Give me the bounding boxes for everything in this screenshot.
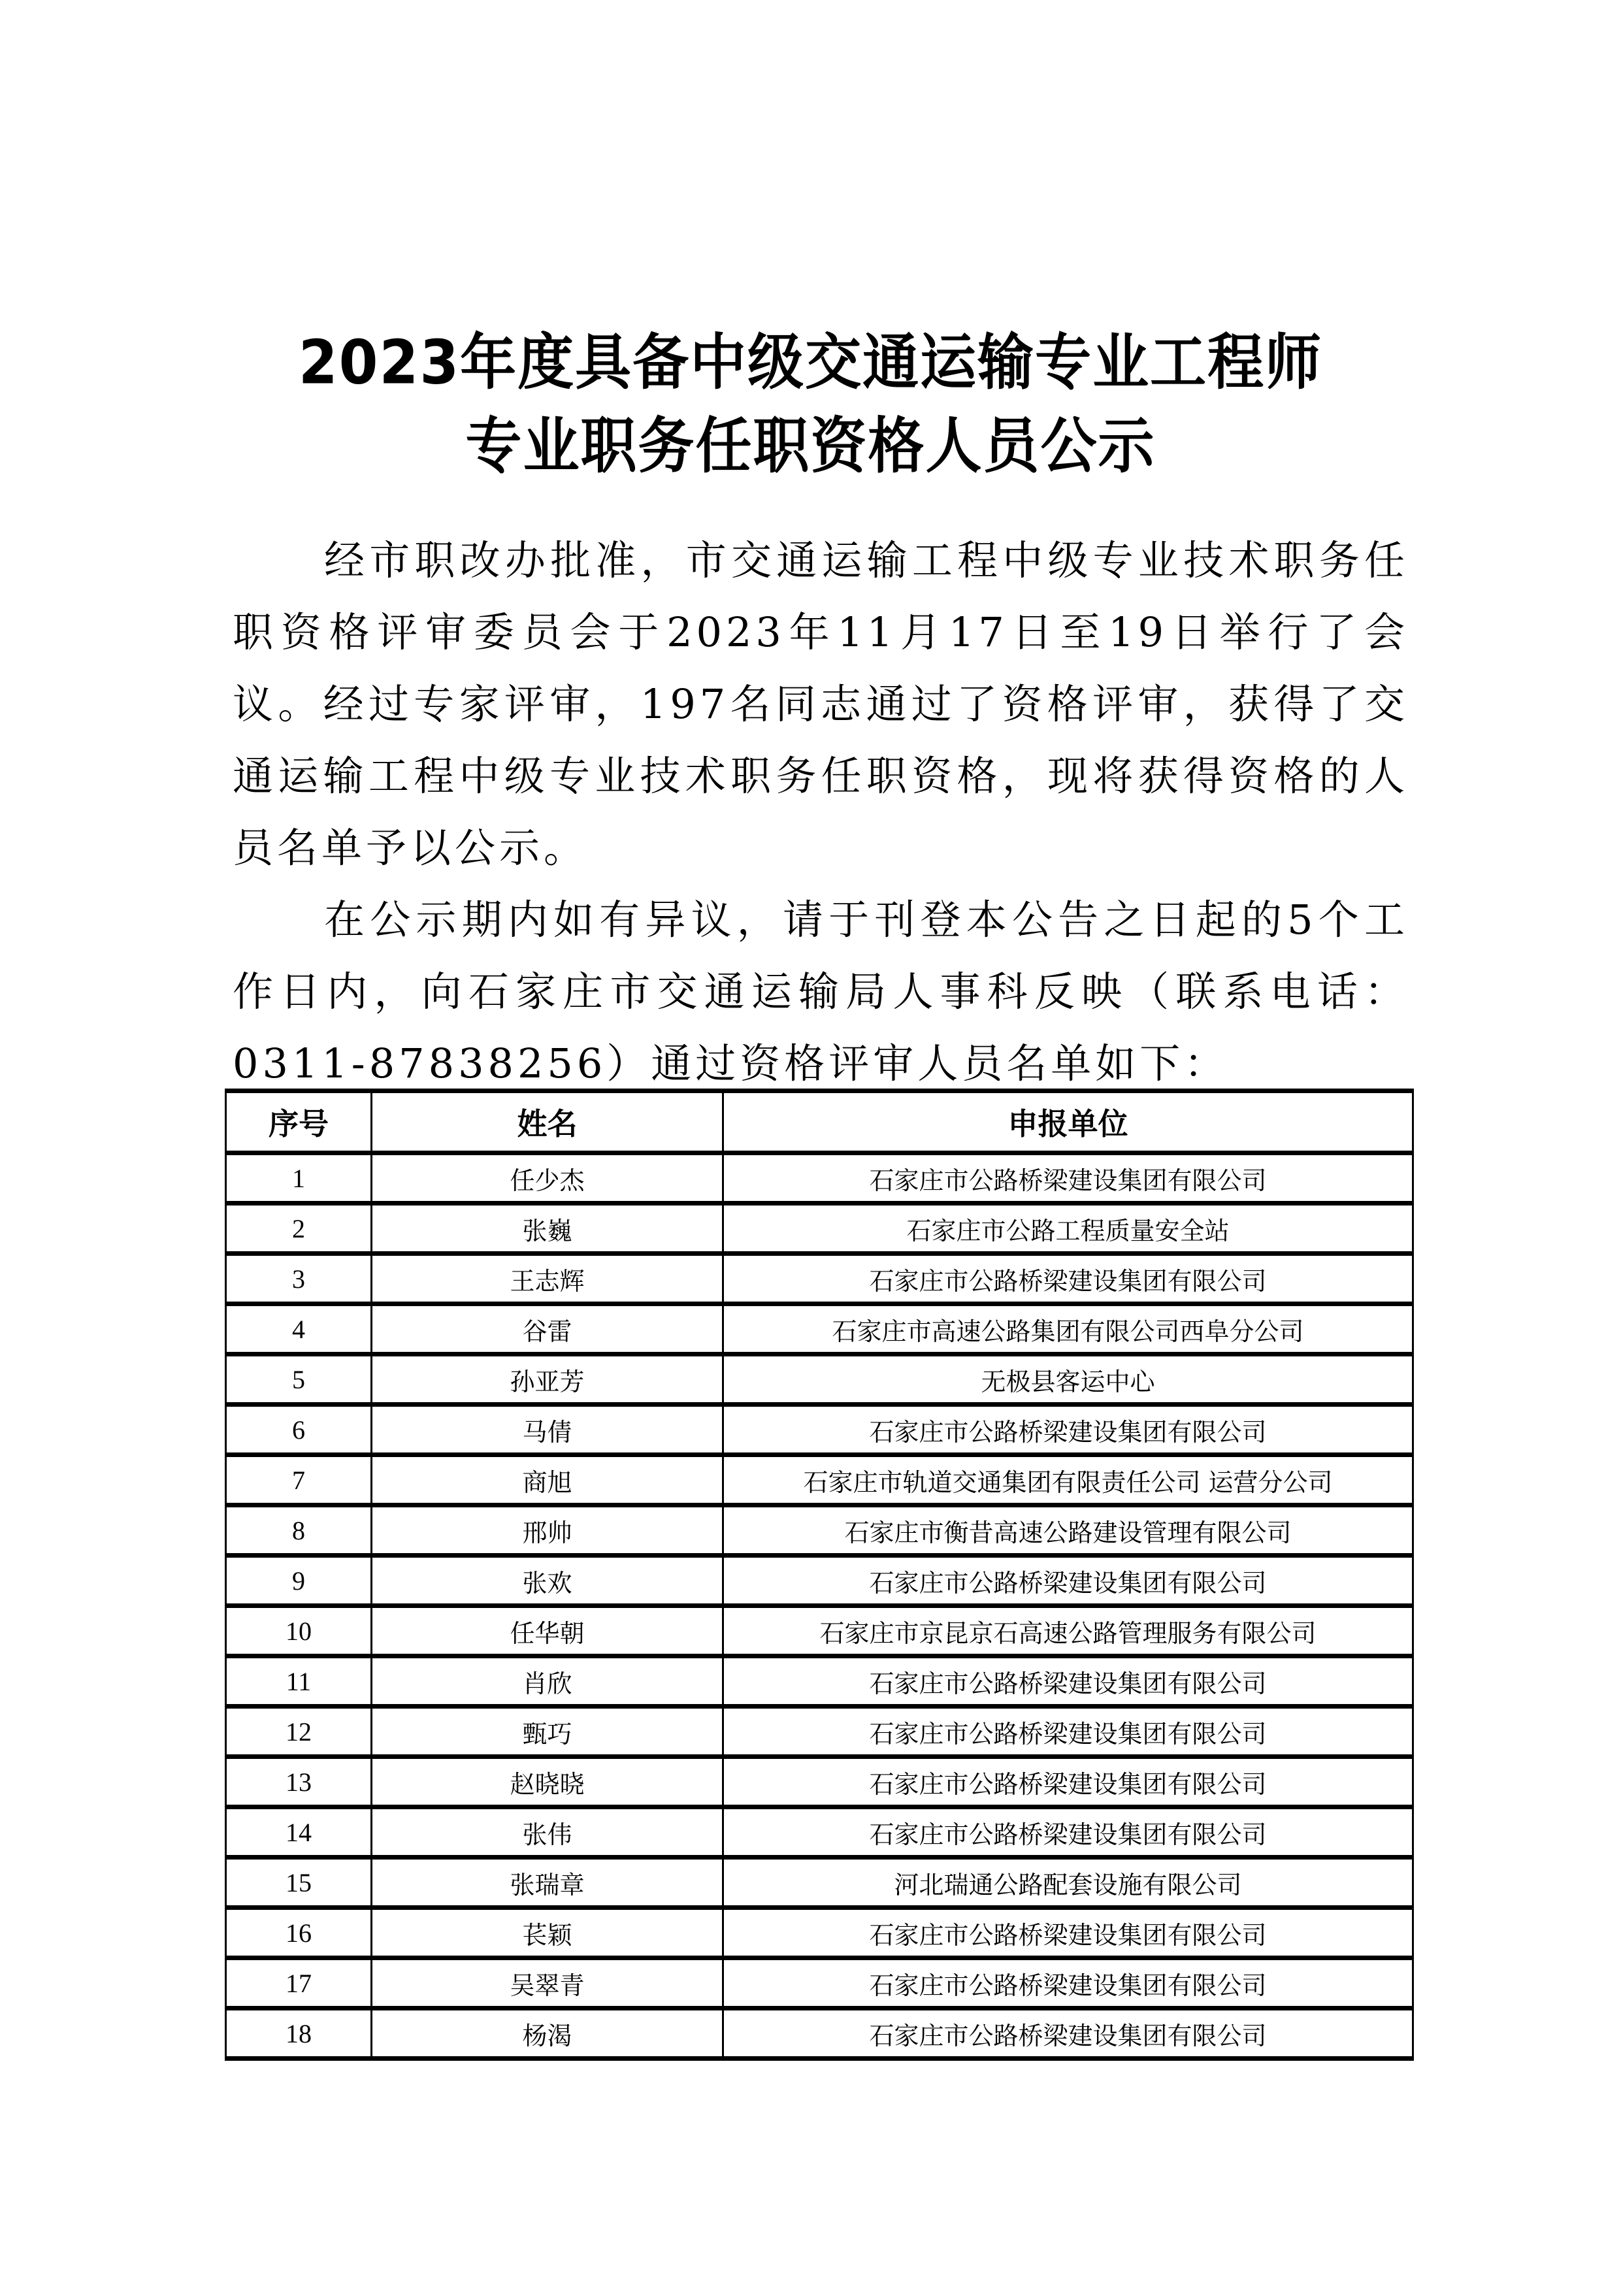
cell-name: 张伟 xyxy=(372,1807,723,1858)
cell-number: 14 xyxy=(226,1807,372,1858)
table-row xyxy=(226,1556,1413,1606)
cell-name: 商旭 xyxy=(372,1455,723,1505)
cell-name: 张欢 xyxy=(372,1556,723,1606)
cell-name: 甄巧 xyxy=(372,1707,723,1757)
roster-table-container xyxy=(225,1089,1412,2061)
cell-number: 2 xyxy=(226,1204,372,1254)
cell-unit: 石家庄市公路桥梁建设集团有限公司 xyxy=(723,1707,1413,1757)
roster-table-body xyxy=(226,1153,1413,2059)
cell-number: 11 xyxy=(226,1656,372,1707)
paragraph-text: 经市职改办批准，市交通运输工程中级专业技术职务任职资格评审委员会于2023年11月17日至19日举行了会议。经过专家评审，197名同志通过了资格评审，获得了交通运输工程中级专业技术职务任职资格，现将获得资格的人员名单予以公示。 xyxy=(233,536,1409,872)
cell-number: 1 xyxy=(226,1153,372,1204)
cell-unit: 无极县客运中心 xyxy=(723,1354,1413,1405)
cell-number: 12 xyxy=(226,1707,372,1757)
table-row xyxy=(226,1405,1413,1455)
cell-number: 9 xyxy=(226,1556,372,1606)
table-row xyxy=(226,1656,1413,1707)
cell-number: 18 xyxy=(226,2009,372,2059)
cell-number: 13 xyxy=(226,1757,372,1807)
cell-number: 3 xyxy=(226,1254,372,1304)
table-header-row xyxy=(226,1091,1413,1153)
table-row xyxy=(226,2009,1413,2059)
table-row xyxy=(226,1757,1413,1807)
cell-number: 7 xyxy=(226,1455,372,1505)
cell-unit: 石家庄市公路桥梁建设集团有限公司 xyxy=(723,2009,1413,2059)
cell-name: 苌颖 xyxy=(372,1908,723,1958)
cell-name: 肖欣 xyxy=(372,1656,723,1707)
cell-number: 5 xyxy=(226,1354,372,1405)
cell-name: 马倩 xyxy=(372,1405,723,1455)
cell-unit: 石家庄市公路桥梁建设集团有限公司 xyxy=(723,1254,1413,1304)
cell-number: 17 xyxy=(226,1958,372,2009)
cell-name: 王志辉 xyxy=(372,1254,723,1304)
table-row xyxy=(226,1204,1413,1254)
cell-name: 杨渴 xyxy=(372,2009,723,2059)
table-row xyxy=(226,1707,1413,1757)
table-row xyxy=(226,1455,1413,1505)
cell-name: 吴翠青 xyxy=(372,1958,723,2009)
cell-unit: 河北瑞通公路配套设施有限公司 xyxy=(723,1858,1413,1908)
paragraph-text: 在公示期内如有异议，请于刊登本公告之日起的5个工作日内，向石家庄市交通运输局人事科反映（联系电话：0311-87838256）通过资格评审人员名单如下： xyxy=(233,896,1409,1087)
cell-name: 邢帅 xyxy=(372,1505,723,1556)
cell-unit: 石家庄市公路桥梁建设集团有限公司 xyxy=(723,1656,1413,1707)
cell-number: 16 xyxy=(226,1908,372,1958)
cell-name: 孙亚芳 xyxy=(372,1354,723,1405)
column-header-name: 姓名 xyxy=(372,1091,723,1153)
table-row xyxy=(226,1254,1413,1304)
cell-number: 6 xyxy=(226,1405,372,1455)
table-row xyxy=(226,1908,1413,1958)
cell-name: 任少杰 xyxy=(372,1153,723,1204)
cell-name: 赵晓晓 xyxy=(372,1757,723,1807)
table-row xyxy=(226,1958,1413,2009)
table-row xyxy=(226,1858,1413,1908)
column-header-number: 序号 xyxy=(226,1091,372,1153)
table-row xyxy=(226,1505,1413,1556)
cell-unit: 石家庄市轨道交通集团有限责任公司 运营分公司 xyxy=(723,1455,1413,1505)
table-row xyxy=(226,1304,1413,1354)
roster-table xyxy=(225,1089,1414,2061)
cell-name: 谷雷 xyxy=(372,1304,723,1354)
cell-unit: 石家庄市公路桥梁建设集团有限公司 xyxy=(723,1757,1413,1807)
announcement-paragraph-2 xyxy=(233,884,1409,1100)
table-row xyxy=(226,1606,1413,1656)
cell-name: 张瑞章 xyxy=(372,1858,723,1908)
cell-number: 4 xyxy=(226,1304,372,1354)
cell-name: 任华朝 xyxy=(372,1606,723,1656)
table-row xyxy=(226,1153,1413,1204)
cell-number: 8 xyxy=(226,1505,372,1556)
page-title-line-1: 2023年度具备中级交通运输专业工程师 xyxy=(298,327,1323,398)
cell-number: 10 xyxy=(226,1606,372,1656)
table-row xyxy=(226,1807,1413,1858)
page-title-line-2: 专业职务任职资格人员公示 xyxy=(465,411,1156,482)
cell-unit: 石家庄市公路桥梁建设集团有限公司 xyxy=(723,1807,1413,1858)
cell-unit: 石家庄市公路桥梁建设集团有限公司 xyxy=(723,1405,1413,1455)
cell-name: 张巍 xyxy=(372,1204,723,1254)
cell-unit: 石家庄市京昆京石高速公路管理服务有限公司 xyxy=(723,1606,1413,1656)
cell-unit: 石家庄市高速公路集团有限公司西阜分公司 xyxy=(723,1304,1413,1354)
cell-unit: 石家庄市公路桥梁建设集团有限公司 xyxy=(723,1908,1413,1958)
cell-unit: 石家庄市公路桥梁建设集团有限公司 xyxy=(723,1556,1413,1606)
column-header-unit: 申报单位 xyxy=(723,1091,1413,1153)
cell-unit: 石家庄市公路桥梁建设集团有限公司 xyxy=(723,1958,1413,2009)
cell-unit: 石家庄市公路桥梁建设集团有限公司 xyxy=(723,1153,1413,1204)
table-row xyxy=(226,1354,1413,1405)
announcement-paragraph-1 xyxy=(233,525,1409,884)
cell-unit: 石家庄市公路工程质量安全站 xyxy=(723,1204,1413,1254)
cell-unit: 石家庄市衡昔高速公路建设管理有限公司 xyxy=(723,1505,1413,1556)
cell-number: 15 xyxy=(226,1858,372,1908)
